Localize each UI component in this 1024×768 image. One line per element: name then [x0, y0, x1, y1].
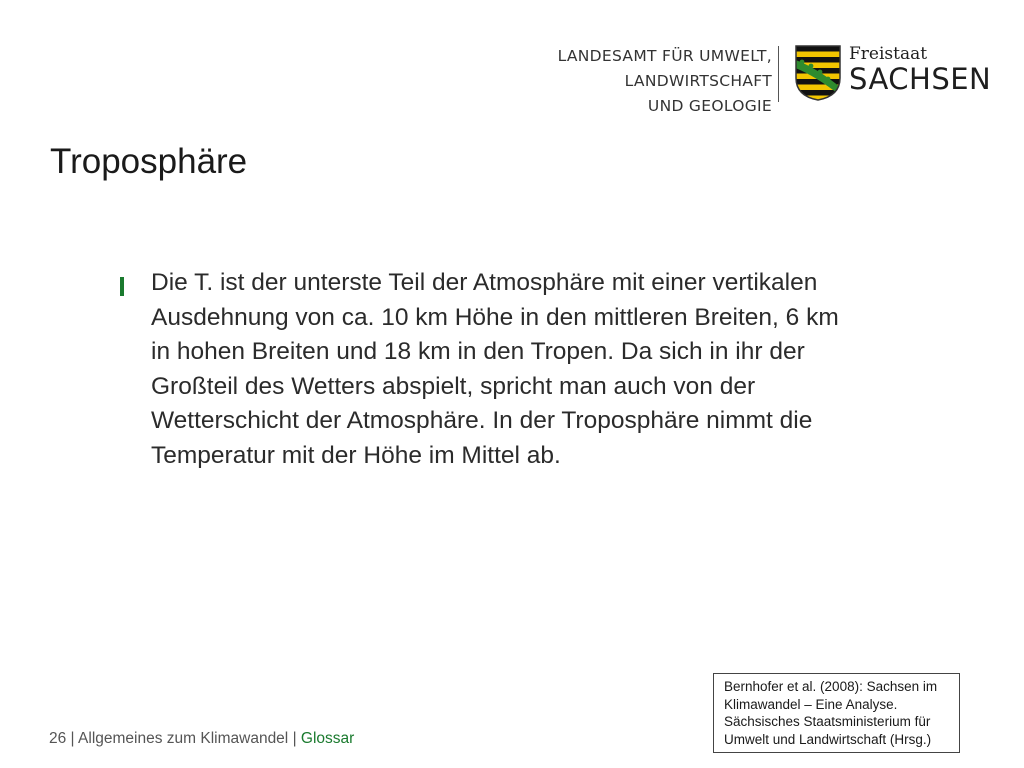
footer-section: Allgemeines zum Klimawandel: [78, 730, 289, 747]
footer: [49, 729, 354, 749]
footer-separator: |: [288, 730, 301, 747]
bullet-text: [151, 266, 950, 473]
state-brand: [849, 44, 991, 94]
agency-name-line-2: LANDWIRTSCHAFT: [624, 72, 772, 90]
bullet-text-line: Die T. ist der unterste Teil der Atmosphäre mit einer vertikalen: [151, 269, 818, 296]
footer-separator: |: [66, 730, 79, 747]
bullet-text-line: Temperatur mit der Höhe im Mittel ab.: [151, 441, 561, 469]
saxony-coat-of-arms-icon: [794, 44, 842, 102]
bullet-text-line: Großteil des Wetters abspielt, spricht man auch von der: [151, 372, 756, 400]
agency-name-line-3: UND GEOLOGIE: [647, 97, 772, 115]
source-citation-box: [713, 673, 960, 753]
source-line-2: Klimawandel – Eine Analyse.: [724, 696, 898, 712]
source-line-4: Umwelt und Landwirtschaft (Hrsg.): [724, 731, 932, 747]
bullet-text-line: in hohen Breiten und 18 km in den Tropen. Da sich in ihr der: [151, 338, 805, 365]
state-brand-small: Freistaat: [849, 44, 928, 64]
bullet-item: [120, 266, 950, 473]
state-brand-large: SACHSEN: [849, 62, 992, 96]
bullet-text-line: Wetterschicht der Atmosphäre. In der Troposphäre nimmt die: [151, 407, 813, 434]
bullet-marker-icon: [120, 277, 124, 296]
page-title: Troposphäre: [50, 142, 248, 181]
header-divider: [778, 46, 779, 102]
bullet-text-line: Ausdehnung von ca. 10 km Höhe in den mittleren Breiten, 6 km: [151, 303, 839, 331]
agency-name-line-1: LANDESAMT FÜR UMWELT,: [557, 47, 772, 65]
page-number: 26: [49, 730, 67, 747]
source-line-1: Bernhofer et al. (2008): Sachsen im: [724, 679, 938, 694]
source-line-3: Sächsisches Staatsministerium für: [724, 714, 931, 729]
glossar-link[interactable]: Glossar: [300, 730, 355, 747]
agency-name: [558, 44, 772, 119]
